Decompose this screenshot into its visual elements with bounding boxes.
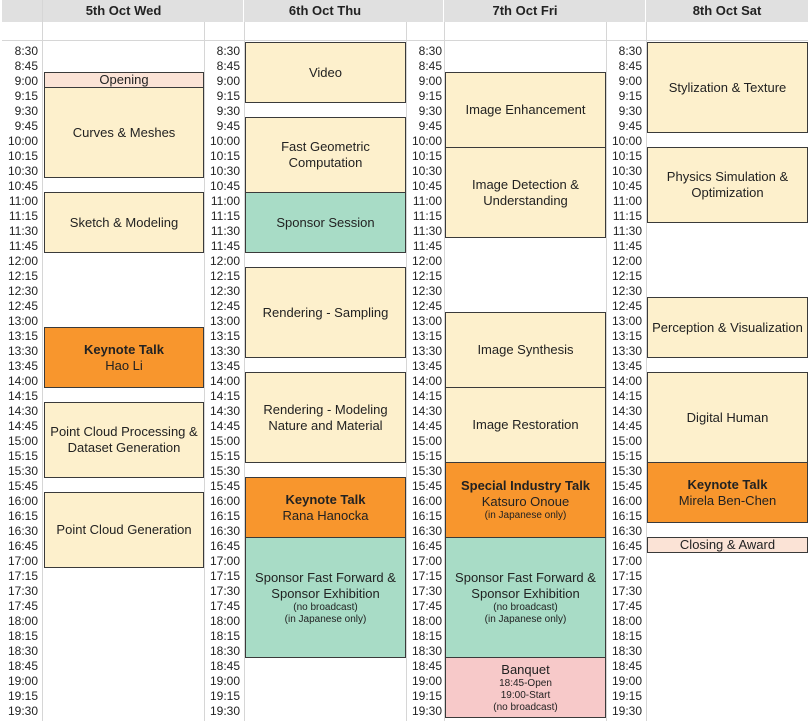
speaker-name: Rana Hanocka — [282, 507, 369, 523]
time-label: 18:00 — [209, 614, 240, 628]
time-label: 12:45 — [611, 299, 642, 313]
time-label: 16:30 — [7, 524, 38, 538]
time-label: 9:00 — [14, 74, 38, 88]
time-label: 15:00 — [411, 434, 442, 448]
time-label: 19:00 — [411, 674, 442, 688]
time-label: 9:15 — [618, 89, 642, 103]
session-block — [44, 492, 204, 568]
time-label: 13:00 — [7, 314, 38, 328]
time-label: 19:30 — [411, 704, 442, 718]
time-label: 12:30 — [209, 284, 240, 298]
time-label: 17:45 — [7, 599, 38, 613]
time-label: 13:30 — [7, 344, 38, 358]
time-label: 12:00 — [411, 254, 442, 268]
session-title: Image Enhancement — [465, 102, 586, 117]
time-header-band — [606, 0, 645, 22]
time-label: 11:00 — [8, 194, 38, 208]
time-label: 19:15 — [209, 689, 240, 703]
session-block — [445, 537, 606, 658]
session-note: (no broadcast) — [493, 601, 558, 613]
time-label: 13:45 — [7, 359, 38, 373]
time-label: 10:30 — [611, 164, 642, 178]
time-header-band — [2, 0, 42, 22]
session-title: Point Cloud Processing & Dataset Generation — [50, 424, 198, 455]
time-label: 15:00 — [7, 434, 38, 448]
time-label: 13:00 — [611, 314, 642, 328]
time-label: 16:15 — [209, 509, 240, 523]
time-label: 13:30 — [209, 344, 240, 358]
time-label: 8:45 — [418, 59, 442, 73]
session-title: Rendering - Sampling — [262, 304, 389, 320]
time-label: 10:45 — [209, 179, 240, 193]
session-title: Physics Simulation & Optimization — [666, 169, 789, 200]
session-block — [647, 42, 808, 133]
time-label: 19:00 — [7, 674, 38, 688]
time-label: 11:00 — [412, 194, 442, 208]
session-note: (in Japanese only) — [284, 613, 367, 625]
time-label: 16:15 — [7, 509, 38, 523]
time-label: 10:45 — [7, 179, 38, 193]
session-title: Keynote Talk — [687, 476, 768, 492]
time-label: 18:30 — [611, 644, 642, 658]
session-title: Image Restoration — [472, 417, 579, 432]
time-label: 15:15 — [209, 449, 240, 463]
time-label: 13:45 — [611, 359, 642, 373]
time-label: 10:45 — [411, 179, 442, 193]
time-label: 14:00 — [411, 374, 442, 388]
time-label: 9:15 — [418, 89, 442, 103]
time-label: 19:00 — [209, 674, 240, 688]
time-label: 11:45 — [412, 239, 442, 253]
time-label: 15:45 — [611, 479, 642, 493]
time-label: 12:30 — [411, 284, 442, 298]
time-label: 16:45 — [611, 539, 642, 553]
session-note: (no broadcast) — [293, 601, 358, 613]
time-label: 16:00 — [411, 494, 442, 508]
time-label: 15:45 — [209, 479, 240, 493]
time-label: 17:15 — [7, 569, 38, 583]
time-label: 14:30 — [209, 404, 240, 418]
session-block — [647, 147, 808, 223]
time-label: 15:30 — [411, 464, 442, 478]
day-header: 8th Oct Sat — [692, 3, 762, 18]
time-label: 15:30 — [7, 464, 38, 478]
time-label: 13:45 — [209, 359, 240, 373]
time-label: 16:00 — [611, 494, 642, 508]
time-label: 16:45 — [7, 539, 38, 553]
session-block — [647, 372, 808, 463]
time-label: 17:00 — [209, 554, 240, 568]
header-separator — [204, 40, 406, 41]
time-label: 17:00 — [611, 554, 642, 568]
header-separator — [606, 40, 808, 41]
time-label: 17:30 — [611, 584, 642, 598]
time-label: 10:15 — [411, 149, 442, 163]
time-label: 11:15 — [612, 209, 642, 223]
time-label: 16:45 — [209, 539, 240, 553]
time-label: 9:30 — [216, 104, 240, 118]
session-title: Curves & Meshes — [72, 124, 176, 140]
time-label: 16:30 — [611, 524, 642, 538]
time-label: 11:15 — [8, 209, 38, 223]
time-label: 12:45 — [411, 299, 442, 313]
time-label: 13:15 — [7, 329, 38, 343]
time-label: 17:30 — [7, 584, 38, 598]
time-label: 15:30 — [611, 464, 642, 478]
session-block — [245, 192, 406, 253]
time-label: 12:30 — [611, 284, 642, 298]
session-block — [445, 657, 606, 718]
time-label: 18:45 — [611, 659, 642, 673]
session-title: Stylization & Texture — [668, 79, 787, 95]
time-label: 16:00 — [209, 494, 240, 508]
session-block — [44, 402, 204, 478]
time-label: 17:15 — [611, 569, 642, 583]
day-header: 7th Oct Fri — [492, 3, 558, 18]
time-label: 16:15 — [611, 509, 642, 523]
session-title: Keynote Talk — [285, 491, 366, 507]
session-title: Closing & Award — [679, 537, 776, 552]
time-label: 12:30 — [7, 284, 38, 298]
time-label: 18:00 — [411, 614, 442, 628]
session-block — [445, 147, 606, 238]
time-label: 14:15 — [7, 389, 38, 403]
time-label: 10:15 — [611, 149, 642, 163]
time-label: 19:15 — [7, 689, 38, 703]
time-label: 10:00 — [611, 134, 642, 148]
time-label: 15:15 — [611, 449, 642, 463]
time-label: 14:15 — [411, 389, 442, 403]
time-label: 9:00 — [618, 74, 642, 88]
time-label: 14:45 — [611, 419, 642, 433]
time-label: 9:45 — [14, 119, 38, 133]
time-label: 14:45 — [7, 419, 38, 433]
session-title: Banquet — [501, 661, 550, 677]
time-label: 12:45 — [209, 299, 240, 313]
time-label: 17:30 — [209, 584, 240, 598]
speaker-name: Mirela Ben-Chen — [678, 492, 777, 508]
time-label: 14:30 — [411, 404, 442, 418]
time-label: 18:45 — [411, 659, 442, 673]
time-label: 12:00 — [209, 254, 240, 268]
time-label: 17:30 — [411, 584, 442, 598]
time-label: 8:45 — [216, 59, 240, 73]
time-label: 10:45 — [611, 179, 642, 193]
session-title: Special Industry Talk — [460, 478, 591, 493]
time-label: 11:45 — [612, 239, 642, 253]
time-label: 19:30 — [611, 704, 642, 718]
time-label: 15:00 — [209, 434, 240, 448]
session-block — [245, 267, 406, 358]
time-label: 10:00 — [411, 134, 442, 148]
time-label: 9:00 — [216, 74, 240, 88]
time-label: 19:00 — [611, 674, 642, 688]
time-label: 16:45 — [411, 539, 442, 553]
time-label: 14:15 — [209, 389, 240, 403]
time-label: 19:30 — [209, 704, 240, 718]
time-label: 13:30 — [611, 344, 642, 358]
time-label: 18:30 — [7, 644, 38, 658]
time-label: 18:30 — [209, 644, 240, 658]
session-title: Point Cloud Generation — [56, 522, 192, 537]
session-title: Sponsor Session — [276, 214, 375, 230]
session-note: (in Japanese only) — [484, 613, 567, 625]
time-label: 13:15 — [611, 329, 642, 343]
time-label: 11:30 — [412, 224, 442, 238]
time-label: 14:15 — [611, 389, 642, 403]
time-label: 18:45 — [209, 659, 240, 673]
session-block — [445, 387, 606, 463]
session-note: 18:45-Open — [499, 677, 552, 689]
session-block — [245, 537, 406, 658]
time-label: 9:45 — [216, 119, 240, 133]
session-title: Opening — [99, 72, 149, 87]
time-label: 10:00 — [209, 134, 240, 148]
session-title: Rendering - Modeling Nature and Material — [263, 401, 388, 433]
time-label: 10:30 — [411, 164, 442, 178]
time-label: 15:45 — [7, 479, 38, 493]
header-separator — [406, 40, 606, 41]
session-block — [44, 72, 204, 88]
time-label: 11:45 — [8, 239, 38, 253]
time-label: 17:45 — [209, 599, 240, 613]
session-title: Sketch & Modeling — [69, 214, 179, 230]
session-block — [647, 537, 808, 553]
time-label: 8:45 — [618, 59, 642, 73]
time-label: 8:45 — [14, 59, 38, 73]
time-label: 11:30 — [612, 224, 642, 238]
time-label: 14:30 — [7, 404, 38, 418]
session-block — [44, 87, 204, 178]
session-note: (in Japanese only) — [484, 510, 567, 521]
session-block — [647, 462, 808, 523]
session-note: (no broadcast) — [493, 701, 558, 713]
time-label: 19:30 — [7, 704, 38, 718]
time-label: 12:45 — [7, 299, 38, 313]
time-label: 9:00 — [418, 74, 442, 88]
day-header: 6th Oct Thu — [288, 3, 362, 18]
session-block — [445, 72, 606, 148]
session-title: Keynote Talk — [84, 341, 164, 357]
session-title: Sponsor Fast Forward & Sponsor Exhibition — [255, 569, 396, 601]
time-label: 18:30 — [411, 644, 442, 658]
time-label: 10:30 — [7, 164, 38, 178]
time-header-band — [406, 0, 443, 22]
time-label: 9:15 — [216, 89, 240, 103]
time-label: 11:15 — [412, 209, 442, 223]
time-label: 18:00 — [611, 614, 642, 628]
time-label: 12:00 — [611, 254, 642, 268]
session-block — [44, 327, 204, 388]
time-label: 16:00 — [7, 494, 38, 508]
time-label: 18:15 — [7, 629, 38, 643]
session-title: Image Synthesis — [477, 342, 574, 357]
time-label: 19:15 — [411, 689, 442, 703]
time-label: 10:30 — [209, 164, 240, 178]
time-label: 17:00 — [7, 554, 38, 568]
time-label: 16:30 — [411, 524, 442, 538]
time-label: 15:45 — [411, 479, 442, 493]
time-label: 14:00 — [611, 374, 642, 388]
session-block — [245, 117, 406, 193]
time-label: 18:00 — [7, 614, 38, 628]
session-block — [445, 462, 606, 538]
session-note: 19:00-Start — [500, 689, 551, 701]
time-label: 18:15 — [611, 629, 642, 643]
time-label: 9:45 — [618, 119, 642, 133]
time-label: 18:15 — [209, 629, 240, 643]
time-label: 10:15 — [209, 149, 240, 163]
time-label: 10:00 — [7, 134, 38, 148]
time-label: 13:30 — [411, 344, 442, 358]
time-label: 18:15 — [411, 629, 442, 643]
time-label: 9:30 — [618, 104, 642, 118]
session-title: Image Detection & Understanding — [472, 176, 579, 208]
time-label: 19:15 — [611, 689, 642, 703]
time-label: 18:45 — [7, 659, 38, 673]
time-label: 14:00 — [209, 374, 240, 388]
time-label: 9:30 — [14, 104, 38, 118]
time-label: 9:15 — [14, 89, 38, 103]
time-label: 11:30 — [8, 224, 38, 238]
time-label: 11:00 — [210, 194, 240, 208]
session-title: Fast Geometric Computation — [281, 139, 370, 170]
time-label: 14:45 — [209, 419, 240, 433]
time-label: 16:30 — [209, 524, 240, 538]
session-block — [245, 477, 406, 538]
time-label: 14:30 — [611, 404, 642, 418]
time-label: 12:15 — [7, 269, 38, 283]
session-block — [245, 372, 406, 463]
time-label: 15:30 — [209, 464, 240, 478]
time-label: 14:00 — [7, 374, 38, 388]
time-label: 13:15 — [209, 329, 240, 343]
session-block — [647, 297, 808, 358]
time-label: 15:15 — [7, 449, 38, 463]
time-label: 10:15 — [7, 149, 38, 163]
session-block — [445, 312, 606, 388]
time-label: 8:30 — [216, 44, 240, 58]
time-header-band — [204, 0, 243, 22]
time-label: 12:15 — [611, 269, 642, 283]
speaker-name: Katsuro Onoue — [481, 494, 570, 509]
time-label: 8:30 — [14, 44, 38, 58]
time-label: 8:30 — [618, 44, 642, 58]
session-title: Digital Human — [686, 409, 769, 425]
header-separator — [2, 40, 204, 41]
time-label: 8:30 — [418, 44, 442, 58]
time-label: 11:00 — [612, 194, 642, 208]
time-label: 9:30 — [418, 104, 442, 118]
grid-line — [42, 0, 43, 721]
time-label: 13:00 — [411, 314, 442, 328]
time-label: 9:45 — [418, 119, 442, 133]
time-label: 17:00 — [411, 554, 442, 568]
time-label: 15:15 — [411, 449, 442, 463]
time-label: 12:15 — [411, 269, 442, 283]
time-label: 13:00 — [209, 314, 240, 328]
time-label: 17:15 — [411, 569, 442, 583]
time-label: 17:45 — [411, 599, 442, 613]
time-label: 14:45 — [411, 419, 442, 433]
time-label: 11:30 — [210, 224, 240, 238]
session-title: Sponsor Fast Forward & Sponsor Exhibition — [455, 569, 596, 601]
time-label: 17:15 — [209, 569, 240, 583]
time-label: 16:15 — [411, 509, 442, 523]
time-label: 13:15 — [411, 329, 442, 343]
session-block — [245, 42, 406, 103]
time-label: 15:00 — [611, 434, 642, 448]
day-header: 5th Oct Wed — [85, 3, 162, 18]
session-block — [44, 192, 204, 253]
session-title: Perception & Visualization — [652, 319, 803, 335]
time-label: 11:15 — [210, 209, 240, 223]
time-label: 12:15 — [209, 269, 240, 283]
time-label: 11:45 — [210, 239, 240, 253]
time-label: 12:00 — [7, 254, 38, 268]
time-label: 13:45 — [411, 359, 442, 373]
time-label: 17:45 — [611, 599, 642, 613]
session-title: Video — [308, 64, 342, 80]
speaker-name: Hao Li — [105, 357, 143, 373]
